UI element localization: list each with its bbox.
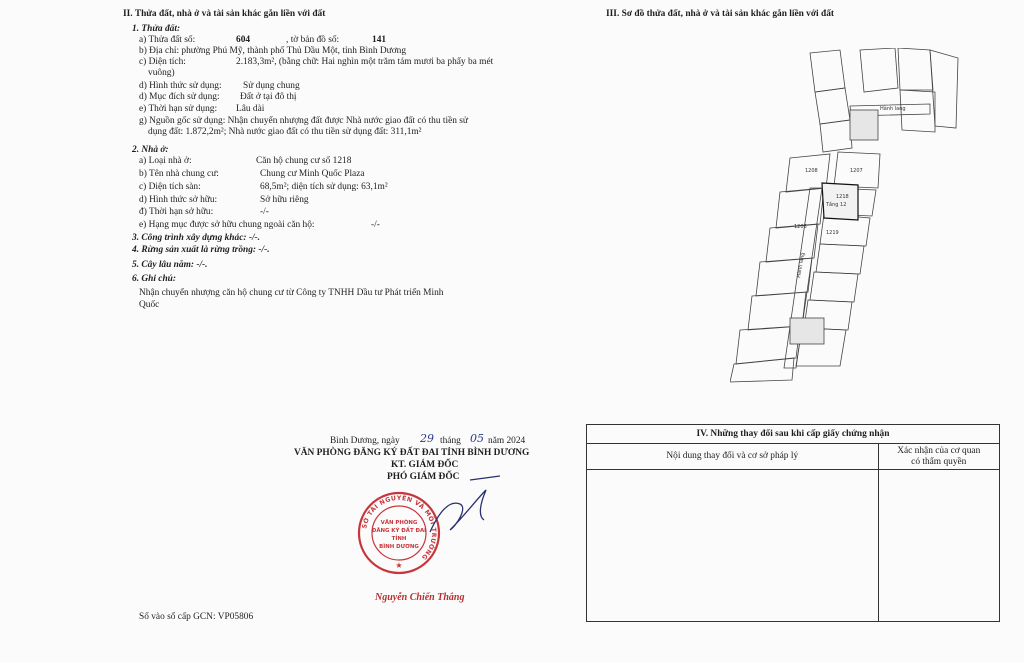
plan-core [790,318,824,344]
changes-content-cell [587,470,879,622]
house-heading: 2. Nhà ở: [132,145,169,155]
floor-plan-diagram [730,48,960,383]
notes-line-1: Nhận chuyển nhượng căn hộ chung cư từ Công ty TNHH Dầu tư Phát triển Minh [139,288,444,298]
changes-col-confirm-line2: có thẩm quyền [911,456,967,467]
term-value: Lâu dài [236,104,265,114]
land-heading: 1. Thửa đất: [132,24,181,34]
signer-name: Nguyễn Chiến Thắng [375,592,465,603]
changes-col-confirm-line1: Xác nhận của cơ quan [897,445,981,456]
building-label: b) Tên nhà chung cư: [139,169,219,179]
ownership-form-label: d) Hình thức sở hữu: [139,195,218,205]
planted-forest: 4. Rừng sản xuất là rừng trồng: -/-. [132,245,270,255]
section-iii-title: III. Sơ đồ thửa đất, nhà ở và tài sản khác gắn liền với đất [606,9,835,19]
area-label: c) Diện tích: [139,57,186,67]
notes-line-2: Quốc [139,300,160,310]
parcel-number: 604 [236,35,251,45]
perennial-trees: 5. Cây lâu năm: -/-. [132,260,208,270]
changes-col-content: Nội dung thay đổi và cơ sở pháp lý [587,444,879,470]
purpose-label: d) Mục đích sử dụng: [139,92,220,102]
origin-line-2: dụng đất: 1.872,2m²; Nhà nước giao đất có thu tiền sử dụng đất: 311,1m² [148,127,422,137]
date-day: 29 [420,432,434,445]
plan-label: 1208 [805,168,818,174]
deputy-director-title: PHÓ GIÁM ĐỐC [387,472,460,482]
ownership-form-value: Sở hữu riêng [260,195,309,205]
seal-center-line: VĂN PHÒNG [380,520,418,526]
notes-heading: 6. Ghi chú: [132,274,177,284]
seal-ring-text: SỞ TÀI NGUYÊN VÀ MÔI TRƯỜNG [361,494,438,562]
ownership-term-label: đ) Thời hạn sở hữu: [139,207,214,217]
map-number: 141 [372,35,387,45]
plan-label: Hành lang [796,252,807,279]
common-items-value: -/- [371,220,380,230]
plan-block [816,244,864,274]
plan-label: 1218 [836,194,849,200]
seal-center-line: BÌNH DƯƠNG [379,544,419,550]
seal-star: ★ [395,561,403,570]
term-label: e) Thời hạn sử dụng: [139,104,218,114]
plan-block [820,120,852,152]
section-iv-title: IV. Những thay đổi sau khi cấp giấy chứng nhận [587,425,1000,444]
registry-number: Số vào sổ cấp GCN: VP05806 [139,612,254,622]
map-label: , tờ bản đồ số: [286,35,340,45]
plan-label: 1206 [794,224,807,230]
plan-block [930,50,958,128]
origin-line-1: g) Nguồn gốc sử dụng: Nhận chuyển nhượng đất được Nhà nước giao đất có thu tiền sử [139,116,469,126]
seal-center-line: TỈNH [391,536,407,542]
date-prefix: Bình Dương, ngày [330,436,400,446]
date-year: năm 2024 [488,436,526,446]
plan-block [898,48,933,90]
parcel-label: a) Thửa đất số: [139,35,196,45]
section-ii-title: II. Thửa đất, nhà ở và tài sản khác gắn liền với đất [123,9,326,19]
use-form-value: Sử dụng chung [243,81,300,91]
use-form-label: d) Hình thức sử dụng: [139,81,222,91]
plan-label: Hành lang [880,106,906,112]
plan-label: Tầng 12 [826,202,847,208]
purpose-value: Đất ở tại đô thị [240,92,297,102]
plan-block [810,50,845,92]
plan-block [810,272,858,302]
changes-confirm-cell [878,470,999,622]
plan-block [766,224,818,262]
building-value: Chung cư Minh Quốc Plaza [260,169,365,179]
seal-center-line: ĐĂNG KÝ ĐẤT ĐAI [371,528,427,534]
house-type-value: Căn hộ chung cư số 1218 [256,156,352,166]
other-construction: 3. Công trình xây dựng khác: -/-. [132,233,261,243]
changes-table [586,424,1000,622]
floor-area-label: c) Diện tích sàn: [139,182,201,192]
plan-core [850,110,878,140]
date-month-label: tháng [440,436,461,446]
plan-block [730,358,794,382]
floor-area-value: 68,5m²; diện tích sử dụng: 63,1m² [260,182,388,192]
changes-col-confirm [878,444,999,470]
date-month: 05 [470,432,484,445]
issuing-office: VĂN PHÒNG ĐĂNG KÝ ĐẤT ĐAI TỈNH BÌNH DƯƠNG [294,448,530,458]
for-director: KT. GIÁM ĐỐC [391,460,459,470]
plan-label: 1207 [850,168,863,174]
plan-block [860,48,898,92]
common-items-label: e) Hạng mục được sở hữu chung ngoài căn hộ: [139,220,315,230]
area-value-cont: vuông) [148,68,175,78]
plan-block [815,88,850,124]
land-address: b) Địa chỉ: phường Phú Mỹ, thành phố Thủ Dầu Một, tỉnh Bình Dương [139,46,407,56]
handwritten-signature [420,470,510,550]
house-type-label: a) Loại nhà ở: [139,156,192,166]
ownership-term-value: -/- [260,207,269,217]
plan-label: 1219 [826,230,839,236]
area-value: 2.183,3m², (bằng chữ: Hai nghìn một trăm tám mươi ba phẩy ba mét [236,57,494,67]
